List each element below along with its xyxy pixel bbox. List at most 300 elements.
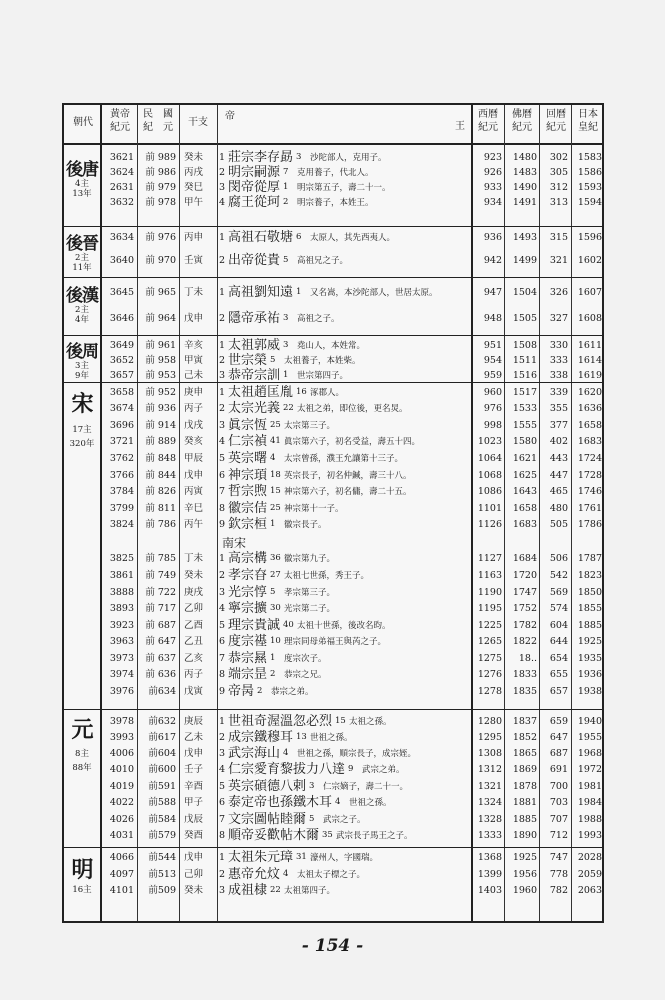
reign-years: 5 [270, 355, 276, 365]
emperor-name: 高祖劉知遠 [228, 285, 294, 300]
reign-years: 22 [283, 403, 294, 413]
ganzhi: 乙丑 [184, 636, 204, 647]
buddhist-year: 1480 [512, 152, 537, 163]
ganzhi: 戊寅 [184, 686, 204, 697]
buddhist-year: 1508 [512, 340, 537, 351]
emperor-name: 帝昺 [228, 684, 255, 699]
emperor-description: 太宗曾孫，濮王允讓第十三子。 [284, 454, 404, 464]
western-year: 1403 [477, 885, 502, 896]
minguo-year: 前 844 [145, 470, 176, 481]
buddhist-year: 1683 [512, 519, 537, 530]
ganzhi: 戊申 [184, 748, 204, 759]
emperor-name: 文宗圖帖睦爾 [228, 812, 307, 827]
western-year: 1190 [477, 587, 502, 598]
col-divider [504, 105, 505, 921]
hijri-year: 321 [549, 255, 568, 266]
western-year: 998 [483, 420, 502, 431]
minguo-year: 前 749 [145, 570, 176, 581]
emperor-description: 太祖養子，本姓柴。 [284, 356, 361, 366]
minguo-year: 前509 [148, 885, 176, 896]
japan-year: 1594 [577, 197, 602, 208]
buddhist-year: 1505 [512, 313, 537, 324]
hijri-year: 355 [549, 403, 568, 414]
hijri-year: 333 [549, 355, 568, 366]
dynasty-separator [64, 335, 602, 336]
emperor-description: 太宗第三子。 [284, 421, 336, 431]
dynasty-song: 宋 17主 320年 [69, 391, 95, 449]
western-year: 1328 [477, 814, 502, 825]
western-year: 1275 [477, 653, 502, 664]
buddhist-year: 1852 [512, 732, 537, 743]
ganzhi: 癸巳 [184, 182, 204, 193]
minguo-year: 前 889 [145, 436, 176, 447]
western-year: 948 [483, 313, 502, 324]
japan-year: 1935 [577, 653, 602, 664]
reign-years: 4 [283, 748, 289, 758]
ganzhi: 戊辰 [184, 814, 204, 825]
huangdi-year: 3762 [109, 453, 134, 464]
emperor-name: 成宗鐵穆耳 [228, 730, 294, 745]
minguo-year: 前 722 [145, 587, 176, 598]
emperor-name: 理宗貴誠 [228, 618, 281, 633]
ganzhi: 丙午 [184, 519, 204, 530]
reign-years: 4 [270, 453, 276, 463]
huangdi-year: 4019 [109, 781, 134, 792]
buddhist-year: 1533 [512, 403, 537, 414]
hijri-year: 402 [549, 436, 568, 447]
buddhist-year: 1835 [512, 686, 537, 697]
emperor-order: 3 [219, 370, 226, 381]
emperor-order: 1 [219, 553, 226, 564]
emperor-name: 光宗惇 [228, 585, 268, 600]
hijri-year: 505 [549, 519, 568, 530]
emperor-name: 孝宗昚 [228, 568, 268, 583]
japan-year: 1988 [577, 814, 602, 825]
hijri-year: 654 [549, 653, 568, 664]
hijri-year: 315 [549, 232, 568, 243]
emperor-order: 3 [219, 182, 226, 193]
emperor-description: 明宗養子，本姓王。 [297, 198, 374, 208]
dynasty-later-jin: 後晉 2主 11年 [66, 234, 98, 273]
emperor-order: 4 [219, 603, 226, 614]
ganzhi: 壬寅 [184, 255, 204, 266]
western-year: 1321 [477, 781, 502, 792]
emperor-description: 高祖之子。 [297, 314, 340, 324]
buddhist-year: 1878 [512, 781, 537, 792]
minguo-year: 前 989 [145, 152, 176, 163]
emperor-name: 出帝從貴 [228, 253, 281, 268]
emperor-order: 1 [219, 232, 226, 243]
hijri-year: 338 [549, 370, 568, 381]
emperor-name: 哲宗煦 [228, 484, 268, 499]
emperor-name: 莊宗李存勗 [228, 150, 294, 165]
huangdi-year: 3976 [109, 686, 134, 697]
huangdi-year: 3696 [109, 420, 134, 431]
emperor-name: 世宗榮 [228, 353, 268, 368]
reign-years: 22 [270, 885, 281, 895]
reign-years: 35 [322, 830, 333, 840]
hijri-year: 691 [549, 764, 568, 775]
hijri-year: 506 [549, 553, 568, 564]
japan-year: 1728 [577, 470, 602, 481]
western-year: 1064 [477, 453, 502, 464]
ganzhi: 癸未 [184, 885, 204, 896]
minguo-year: 前 848 [145, 453, 176, 464]
huangdi-year: 3658 [109, 387, 134, 398]
reign-years: 3 [283, 340, 289, 350]
huangdi-year: 3978 [109, 716, 134, 727]
dynasty-later-zhou: 後周 3主 9年 [66, 342, 98, 381]
buddhist-year: 1643 [512, 486, 537, 497]
ganzhi: 庚辰 [184, 716, 204, 727]
emperor-name: 隱帝承祐 [228, 311, 281, 326]
emperor-name: 太祖郭威 [228, 338, 281, 353]
reign-years: 10 [270, 636, 281, 646]
huangdi-year: 4026 [109, 814, 134, 825]
huangdi-year: 3649 [109, 340, 134, 351]
huangdi-year: 4031 [109, 830, 134, 841]
minguo-year: 前513 [148, 869, 176, 880]
western-year: 1126 [477, 519, 502, 530]
western-year: 1278 [477, 686, 502, 697]
western-year: 1068 [477, 470, 502, 481]
ganzhi: 乙亥 [184, 653, 204, 664]
emperor-name: 順帝妥歡帖木爾 [228, 828, 320, 843]
japan-year: 1968 [577, 748, 602, 759]
emperor-description: 太祖十世孫，後改名昀。 [297, 621, 391, 631]
emperor-order: 2 [219, 313, 226, 324]
emperor-description: 徽宗長子。 [284, 520, 327, 530]
emperor-description: 神宗第六子，初名傭，壽二十五。 [284, 487, 412, 497]
emperor-name: 惠帝允炆 [228, 867, 281, 882]
hijri-year: 644 [549, 636, 568, 647]
minguo-year: 前 636 [145, 669, 176, 680]
reign-years: 2 [257, 686, 263, 696]
western-year: 926 [483, 167, 502, 178]
huangdi-year: 3632 [109, 197, 134, 208]
buddhist-year: 1890 [512, 830, 537, 841]
hijri-year: 330 [549, 340, 568, 351]
western-year: 1163 [477, 570, 502, 581]
hijri-year: 305 [549, 167, 568, 178]
huangdi-year: 3888 [109, 587, 134, 598]
emperor-name: 成祖棣 [228, 883, 268, 898]
hijri-year: 707 [549, 814, 568, 825]
reign-years: 2 [283, 197, 289, 207]
western-year: 936 [483, 232, 502, 243]
reign-years: 4 [335, 797, 341, 807]
buddhist-year: 1504 [512, 287, 537, 298]
western-year: 1399 [477, 869, 502, 880]
reign-years: 18 [270, 470, 281, 480]
western-year: 1276 [477, 669, 502, 680]
hijri-year: 312 [549, 182, 568, 193]
table-header [64, 105, 602, 145]
minguo-year: 前632 [148, 716, 176, 727]
emperor-name: 恭宗㬎 [228, 651, 268, 666]
western-year: 1195 [477, 603, 502, 614]
emperor-description: 神宗第十一子。 [284, 504, 344, 514]
buddhist-year: 1658 [512, 503, 537, 514]
japan-year: 1936 [577, 669, 602, 680]
japan-year: 1586 [577, 167, 602, 178]
huangdi-year: 3652 [109, 355, 134, 366]
minguo-year: 前 952 [145, 387, 176, 398]
page-number: - 154 - [301, 936, 364, 956]
ganzhi: 甲子 [184, 797, 204, 808]
japan-year: 1938 [577, 686, 602, 697]
minguo-year: 前584 [148, 814, 176, 825]
huangdi-year: 3893 [109, 603, 134, 614]
emperor-order: 5 [219, 781, 226, 792]
emperor-description: 濠州人，字國瑞。 [310, 853, 379, 863]
reign-years: 7 [283, 167, 289, 177]
huangdi-year: 4006 [109, 748, 134, 759]
reign-years: 5 [309, 814, 315, 824]
hijri-year: 447 [549, 470, 568, 481]
emperor-description: 理宗同母弟福王與芮之子。 [284, 637, 387, 647]
western-year: 1308 [477, 748, 502, 759]
buddhist-year: 1516 [512, 370, 537, 381]
ganzhi: 癸亥 [184, 436, 204, 447]
reign-years: 41 [270, 436, 281, 446]
col-divider [217, 105, 218, 921]
reign-years: 15 [335, 716, 346, 726]
minguo-year: 前 978 [145, 197, 176, 208]
reign-years: 1 [270, 519, 276, 529]
emperor-description: 克用養子，代北人。 [297, 168, 374, 178]
japan-year: 1787 [577, 553, 602, 564]
hijri-year: 604 [549, 620, 568, 631]
huangdi-year: 3824 [109, 519, 134, 530]
minguo-year: 前 936 [145, 403, 176, 414]
hijri-year: 712 [549, 830, 568, 841]
hijri-year: 326 [549, 287, 568, 298]
japan-year: 1746 [577, 486, 602, 497]
emperor-order: 9 [219, 519, 226, 530]
dynasty-ming: 明 16主 [71, 857, 93, 895]
huangdi-year: 3825 [109, 553, 134, 564]
emperor-order: 1 [219, 287, 226, 298]
buddhist-year: 1869 [512, 764, 537, 775]
hijri-year: 569 [549, 587, 568, 598]
emperor-description: 涿郡人。 [310, 388, 345, 398]
western-year: 923 [483, 152, 502, 163]
reign-years: 1 [270, 653, 276, 663]
emperor-order: 1 [219, 340, 226, 351]
buddhist-year: 1580 [512, 436, 537, 447]
col-divider [179, 105, 180, 921]
hijri-year: 657 [549, 686, 568, 697]
japan-year: 1614 [577, 355, 602, 366]
ganzhi: 己卯 [184, 869, 204, 880]
western-year: 951 [483, 340, 502, 351]
minguo-year: 前 637 [145, 653, 176, 664]
minguo-year: 前 961 [145, 340, 176, 351]
minguo-year: 前 785 [145, 553, 176, 564]
japan-year: 1786 [577, 519, 602, 530]
huangdi-year: 3993 [109, 732, 134, 743]
japan-year: 1993 [577, 830, 602, 841]
buddhist-year: 1747 [512, 587, 537, 598]
western-year: 1280 [477, 716, 502, 727]
japan-year: 1885 [577, 620, 602, 631]
hijri-year: 377 [549, 420, 568, 431]
emperor-order: 1 [219, 387, 226, 398]
emperor-order: 5 [219, 453, 226, 464]
japan-year: 2028 [577, 852, 602, 863]
hijri-year: 480 [549, 503, 568, 514]
buddhist-year: 1782 [512, 620, 537, 631]
emperor-order: 6 [219, 636, 226, 647]
buddhist-year: 1684 [512, 553, 537, 564]
emperor-order: 2 [219, 570, 226, 581]
japan-year: 1602 [577, 255, 602, 266]
western-year: 1127 [477, 553, 502, 564]
emperor-order: 3 [219, 748, 226, 759]
reign-years: 1 [296, 287, 302, 297]
reign-years: 3 [296, 152, 302, 162]
ganzhi: 癸未 [184, 570, 204, 581]
emperor-name: 太祖趙匡胤 [228, 385, 294, 400]
buddhist-year: 1491 [512, 197, 537, 208]
huangdi-year: 3634 [109, 232, 134, 243]
minguo-year: 前 647 [145, 636, 176, 647]
ganzhi: 丙子 [184, 403, 204, 414]
header-japan: 日本 皇紀 [578, 109, 598, 133]
huangdi-year: 4066 [109, 852, 134, 863]
hijri-year: 327 [549, 313, 568, 324]
reign-years: 27 [270, 570, 281, 580]
hijri-year: 339 [549, 387, 568, 398]
emperor-description: 太祖之孫。 [349, 717, 392, 727]
emperor-name: 徽宗佶 [228, 501, 268, 516]
southern-song-label: 南宋 [222, 536, 247, 550]
japan-year: 1596 [577, 232, 602, 243]
buddhist-year: 1511 [512, 355, 537, 366]
ganzhi: 丙寅 [184, 486, 204, 497]
ganzhi: 丁未 [184, 287, 204, 298]
japan-year: 1583 [577, 152, 602, 163]
reign-years: 3 [309, 781, 315, 791]
huangdi-year: 4022 [109, 797, 134, 808]
emperor-description: 太祖之弟，即位後，更名炅。 [297, 404, 408, 414]
header-emperor: 帝 [225, 111, 235, 122]
emperor-description: 恭宗之兄。 [284, 670, 327, 680]
huangdi-year: 3640 [109, 255, 134, 266]
japan-year: 2059 [577, 869, 602, 880]
huangdi-year: 3974 [109, 669, 134, 680]
emperor-description: 恭宗之弟。 [271, 687, 314, 697]
emperor-name: 太宗光義 [228, 401, 281, 416]
col-divider [471, 105, 473, 921]
emperor-name: 腐王從珂 [228, 195, 281, 210]
buddhist-year: 1833 [512, 669, 537, 680]
minguo-year: 前 953 [145, 370, 176, 381]
reign-years: 1 [283, 370, 289, 380]
huangdi-year: 4101 [109, 885, 134, 896]
emperor-order: 4 [219, 436, 226, 447]
emperor-order: 8 [219, 503, 226, 514]
emperor-description: 孝宗第三子。 [284, 588, 336, 598]
ganzhi: 庚申 [184, 387, 204, 398]
ganzhi: 壬子 [184, 764, 204, 775]
emperor-order: 8 [219, 669, 226, 680]
japan-year: 1850 [577, 587, 602, 598]
reign-years: 31 [296, 852, 307, 862]
emperor-order: 2 [219, 255, 226, 266]
western-year: 976 [483, 403, 502, 414]
western-year: 934 [483, 197, 502, 208]
reign-years: 2 [270, 669, 276, 679]
huangdi-year: 3923 [109, 620, 134, 631]
japan-year: 1593 [577, 182, 602, 193]
western-year: 1086 [477, 486, 502, 497]
emperor-name: 欽宗桓 [228, 517, 268, 532]
japan-year: 1619 [577, 370, 602, 381]
huangdi-year: 3657 [109, 370, 134, 381]
emperor-order: 3 [219, 420, 226, 431]
emperor-description: 太祖太子標之子。 [297, 870, 366, 880]
ganzhi: 庚戌 [184, 587, 204, 598]
dynasty-later-tang: 後唐 4主 13年 [66, 160, 98, 199]
emperor-description: 堯山人，本姓常。 [297, 341, 366, 351]
ganzhi: 丁未 [184, 553, 204, 564]
emperor-order: 2 [219, 167, 226, 178]
huangdi-year: 3963 [109, 636, 134, 647]
minguo-year: 前591 [148, 781, 176, 792]
emperor-order: 7 [219, 814, 226, 825]
reign-years: 1 [283, 182, 289, 192]
minguo-year: 前634 [148, 686, 176, 697]
reign-years: 25 [270, 503, 281, 513]
japan-year: 1761 [577, 503, 602, 514]
hijri-year: 703 [549, 797, 568, 808]
japan-year: 1658 [577, 420, 602, 431]
buddhist-year: 1925 [512, 852, 537, 863]
hijri-year: 687 [549, 748, 568, 759]
western-year: 1312 [477, 764, 502, 775]
emperor-name: 世祖奇渥溫忽必烈 [228, 714, 333, 729]
buddhist-year: 1956 [512, 869, 537, 880]
col-divider [571, 105, 572, 921]
emperor-name: 英宗曙 [228, 451, 268, 466]
emperor-description: 武宗之弟。 [362, 765, 405, 775]
emperor-order: 2 [219, 869, 226, 880]
emperor-order: 5 [219, 620, 226, 631]
minguo-year: 前 826 [145, 486, 176, 497]
buddhist-year: 1483 [512, 167, 537, 178]
huangdi-year: 3624 [109, 167, 134, 178]
ganzhi: 丙申 [184, 232, 204, 243]
hijri-year: 655 [549, 669, 568, 680]
emperor-order: 2 [219, 732, 226, 743]
western-year: 954 [483, 355, 502, 366]
japan-year: 1981 [577, 781, 602, 792]
emperor-name: 神宗頊 [228, 468, 268, 483]
hijri-year: 465 [549, 486, 568, 497]
emperor-description: 又名嵩，本沙陀部人，世居太原。 [310, 288, 438, 298]
reign-years: 15 [270, 486, 281, 496]
emperor-order: 3 [219, 885, 226, 896]
header-minguo: 民 國 紀 元 [143, 109, 173, 133]
huangdi-year: 3645 [109, 287, 134, 298]
hijri-year: 313 [549, 197, 568, 208]
japan-year: 1823 [577, 570, 602, 581]
huangdi-year: 4010 [109, 764, 134, 775]
hijri-year: 747 [549, 852, 568, 863]
emperor-description: 世祖之孫，順宗長子，成宗姪。 [297, 749, 417, 759]
